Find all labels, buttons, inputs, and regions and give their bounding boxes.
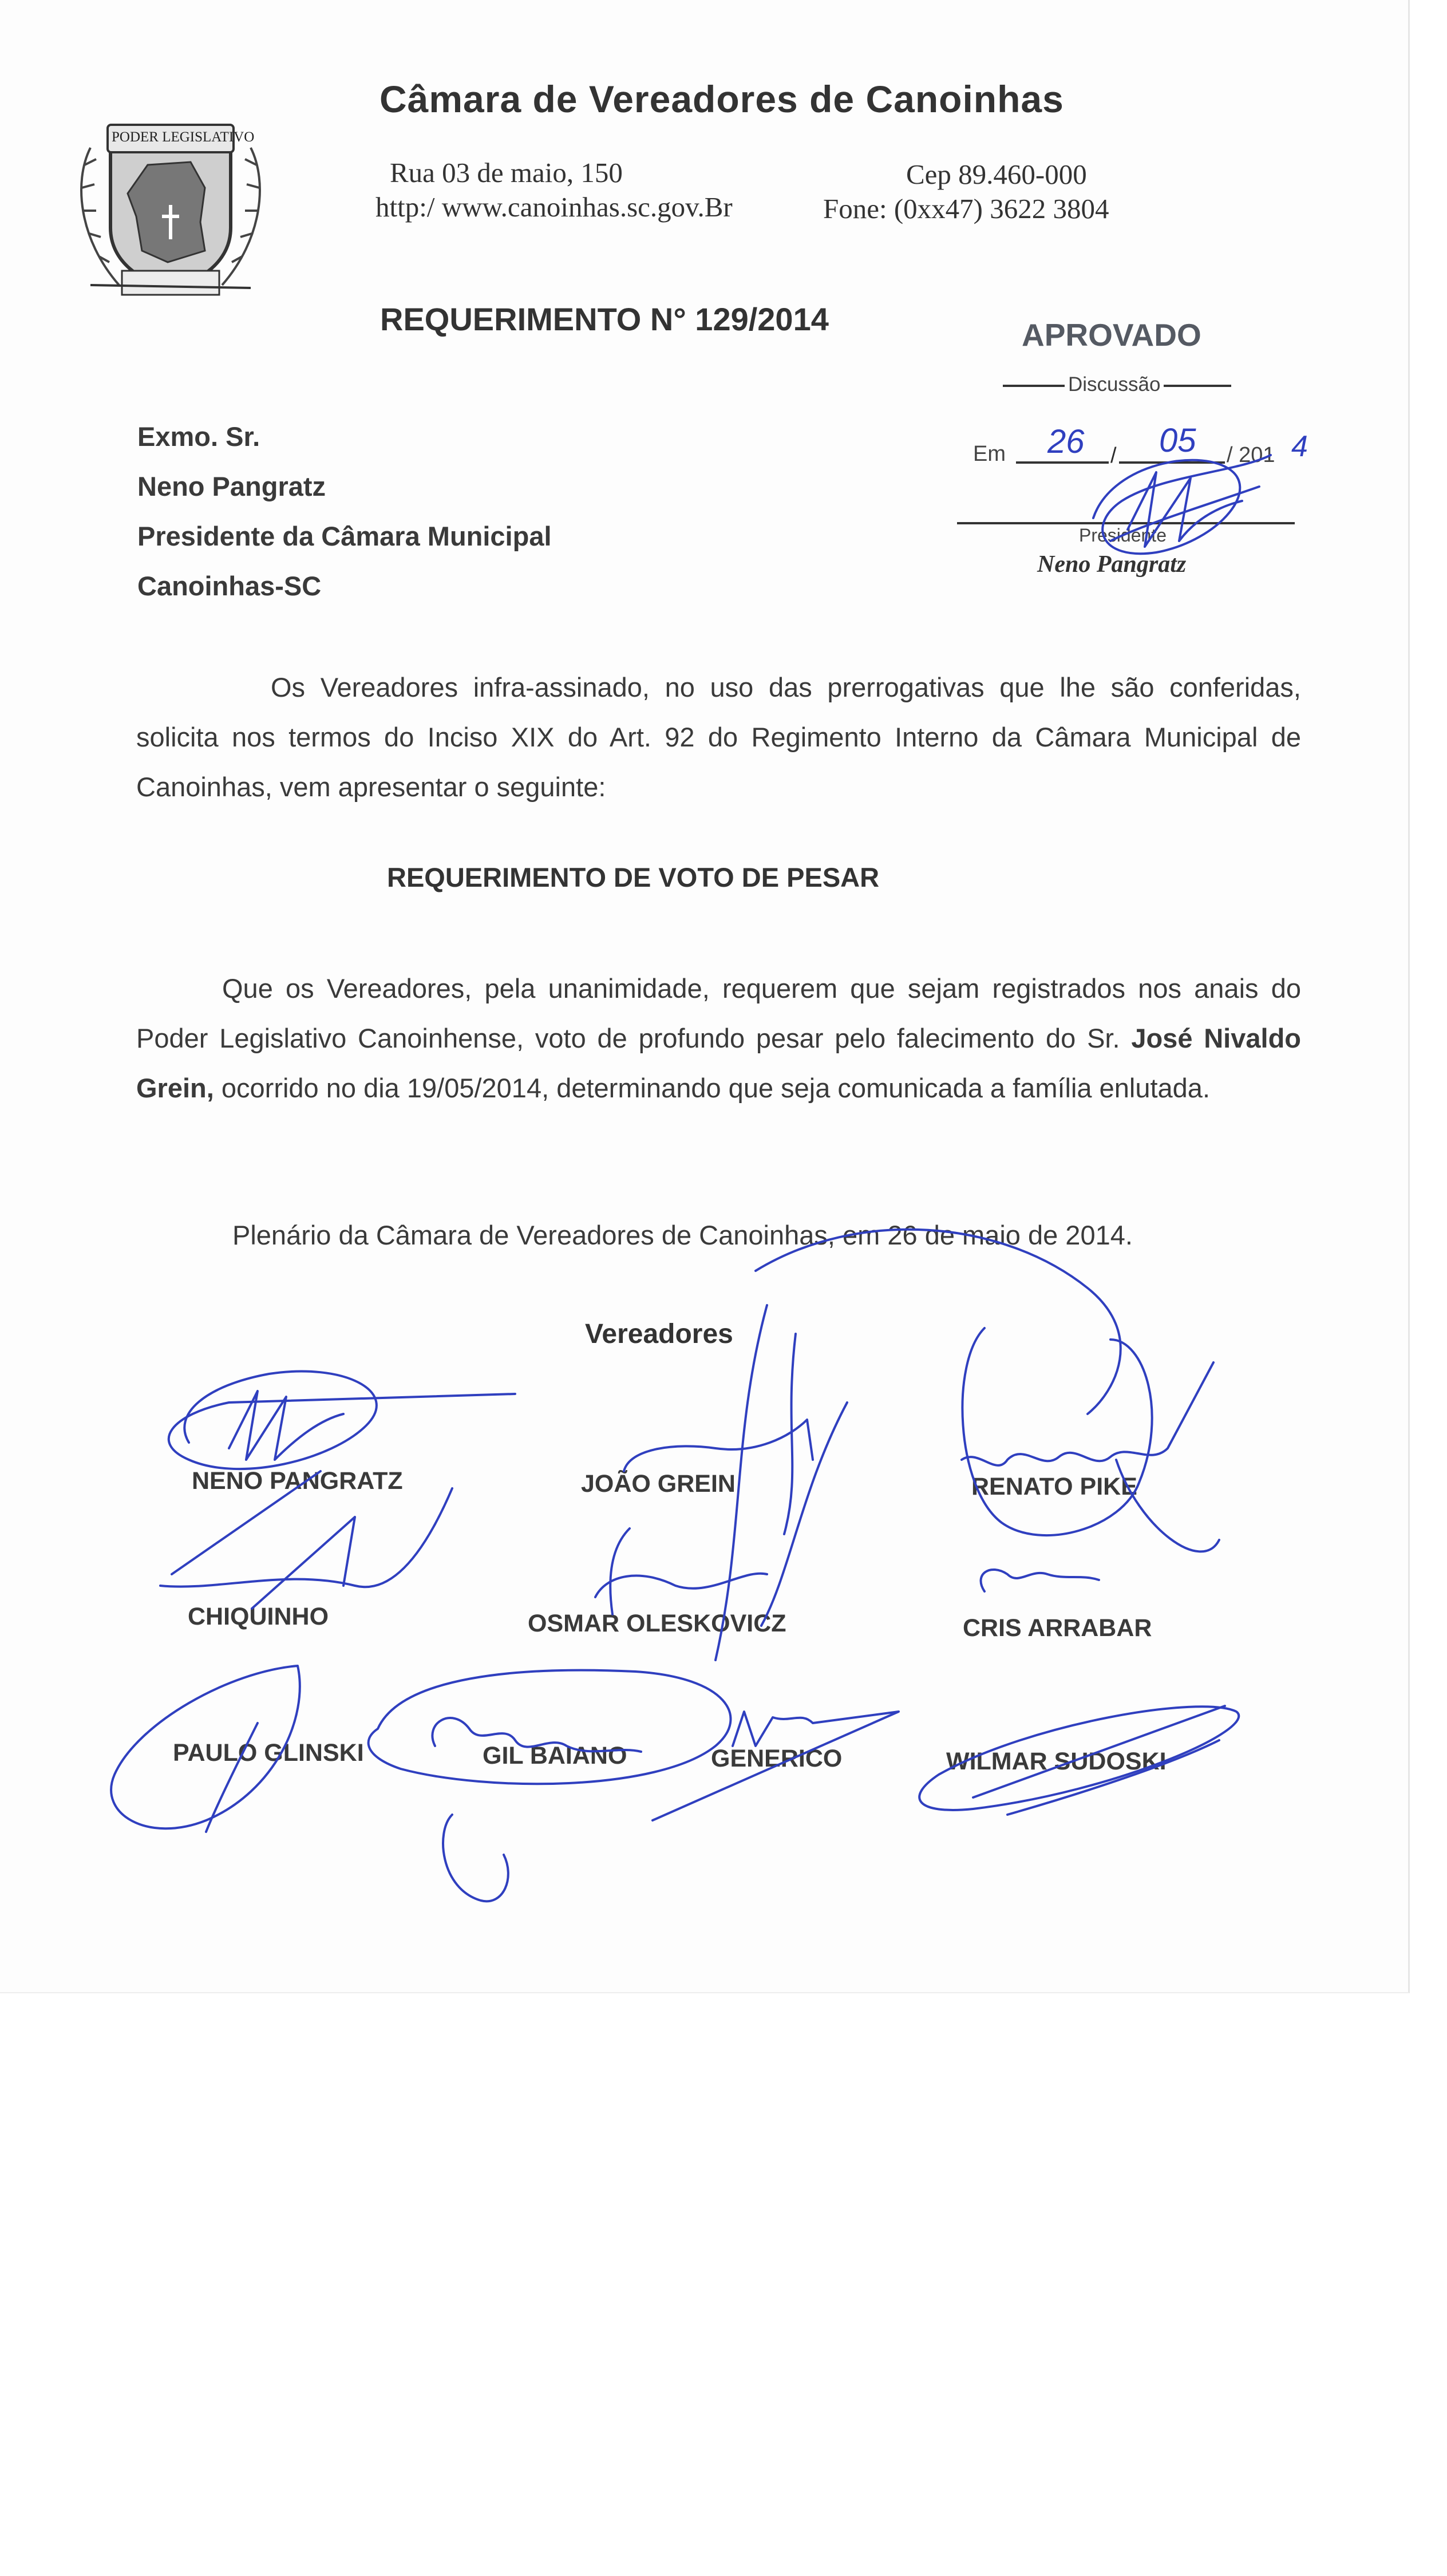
handwritten-signatures (0, 1174, 1408, 1918)
recipient-line-2: Neno Pangratz (137, 471, 326, 501)
approval-role: Presidente (1079, 525, 1167, 546)
request-number: REQUERIMENTO N° 129/2014 (380, 301, 829, 337)
address-street: Rua 03 de maio, 150 (390, 157, 623, 188)
approval-date-year-printed: / 201 (1227, 443, 1275, 467)
closing-line: Plenário da Câmara de Vereadores de Canoinhas, em 26 de maio de 2014. (232, 1220, 1133, 1250)
president-signature (1076, 432, 1294, 581)
seal-label: PODER LEGISLATIVO (112, 129, 255, 145)
address-cep: Cep 89.460-000 (906, 159, 1087, 190)
recipient-line-3: Presidente da Câmara Municipal (137, 521, 552, 551)
signer-name: CRIS ARRABAR (963, 1614, 1152, 1642)
recipient-line-4: Canoinhas-SC (137, 571, 322, 601)
signer-name: GIL BAIANO (483, 1742, 627, 1769)
subject-heading: REQUERIMENTO DE VOTO DE PESAR (387, 862, 880, 892)
approval-date-year-hand: 4 (1291, 430, 1308, 463)
approval-stamp-status: APROVADO (1022, 317, 1201, 353)
signer-name: PAULO GLINSKI (173, 1739, 364, 1767)
signer-name: JOÃO GREIN (581, 1470, 736, 1498)
signer-name: GENERICO (711, 1745, 843, 1772)
address-website: http:/ www.canoinhas.sc.gov.Br (375, 191, 733, 223)
approval-date-month: 05 (1159, 422, 1196, 459)
discussion-label: Discussão (1068, 373, 1161, 396)
body-text-1: Que os Vereadores, pela unanimidade, requerem que sejam registrados nos anais do Poder Legislativo Canoinhense, voto de profundo pesar pelo falecimento do Sr. (136, 973, 1301, 1053)
intro-text: Os Vereadores infra-assinado, no uso das prerrogativas que lhe são conferidas, solicita nos termos do Inciso XIX do Art. 92 do Regimento Interno da Câmara Municipal de Canoinhas, vem apresentar o seguinte: (136, 672, 1301, 802)
approval-date-day: 26 (1047, 423, 1085, 460)
approval-date-sep: / (1110, 444, 1117, 468)
approval-date-prefix: Em (973, 442, 1006, 466)
approval-name: Neno Pangratz (1037, 551, 1187, 578)
signer-name: RENATO PIKE (971, 1473, 1137, 1500)
body-text-2: ocorrido no dia 19/05/2014, determinando que seja comunicada a família enlutada. (214, 1073, 1210, 1103)
body-paragraph (136, 963, 1301, 1113)
signer-name: NENO PANGRATZ (192, 1467, 403, 1495)
recipient-line-1: Exmo. Sr. (137, 421, 260, 452)
address-phone: Fone: (0xx47) 3622 3804 (823, 193, 1109, 224)
signer-name: CHIQUINHO (188, 1603, 329, 1630)
signatures-heading: Vereadores (585, 1319, 733, 1349)
chamber-title: Câmara de Vereadores de Canoinhas (379, 78, 1064, 120)
signer-name: WILMAR SUDOSKI (946, 1748, 1167, 1775)
approval-stamp-discussion (1003, 373, 1231, 396)
intro-paragraph (136, 662, 1301, 812)
deceased-name: José Nivaldo Grein, (136, 1023, 1301, 1103)
signer-name: OSMAR OLESKOVICZ (528, 1610, 786, 1637)
